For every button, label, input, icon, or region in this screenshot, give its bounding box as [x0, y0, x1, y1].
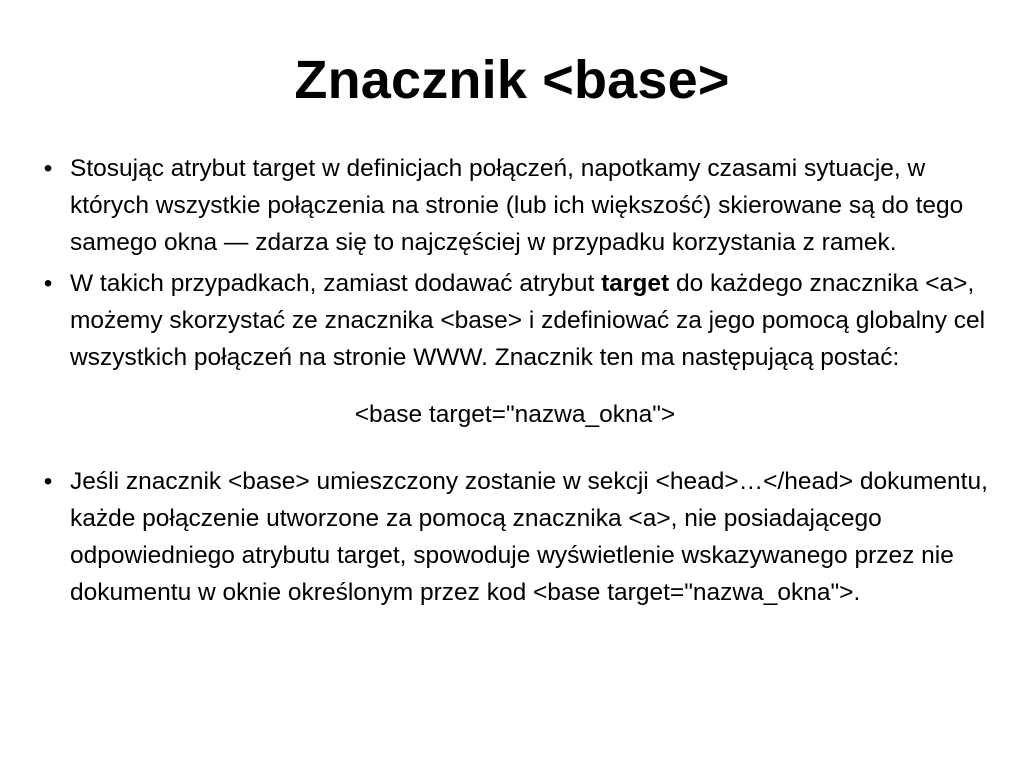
bullet-text: Jeśli znacznik <base> umieszczony zostanie w sekcji <head>…</head> dokumentu, każde połączenie utworzone za pomocą znacznika <a>, nie posiadającego odpowiedniego atrybutu target, spowoduje wyświetlenie wskazywanego przez nie dokumentu w oknie określonym przez kod <base target="nazwa_okna">.: [70, 468, 988, 606]
bullet-dot: •: [43, 468, 53, 495]
bullet-text: Stosując atrybut target w definicjach połączeń, napotkamy czasami sytuacje, w których wszystkie połączenia na stronie (lub ich większość) skierowane są do tego samego okna — zdarza się to najczęściej w przypadku korzystania z ramek.: [70, 155, 964, 256]
bullet-item: [40, 265, 990, 376]
slide-content: [40, 150, 990, 611]
bullet-dot: •: [43, 155, 53, 182]
slide-title: Znacznik <base>: [294, 50, 730, 110]
bullet-item: [40, 150, 990, 261]
bullet-item: [40, 463, 990, 611]
bullet-text-part: W takich przypadkach, zamiast dodawać atrybut: [70, 270, 602, 297]
bullet-dot: •: [43, 270, 53, 297]
bullet-text-part: do każdego znacznika <a>, możemy skorzystać ze znacznika <base> i zdefiniować za jego pomocą globalny cel wszystkich połączeń na stronie WWW. Znacznik ten ma następującą postać:: [70, 270, 986, 371]
bullet-text: [70, 270, 985, 371]
bullet-text-bold: target: [601, 270, 670, 297]
code-example: <base target="nazwa_okna">: [354, 401, 676, 428]
